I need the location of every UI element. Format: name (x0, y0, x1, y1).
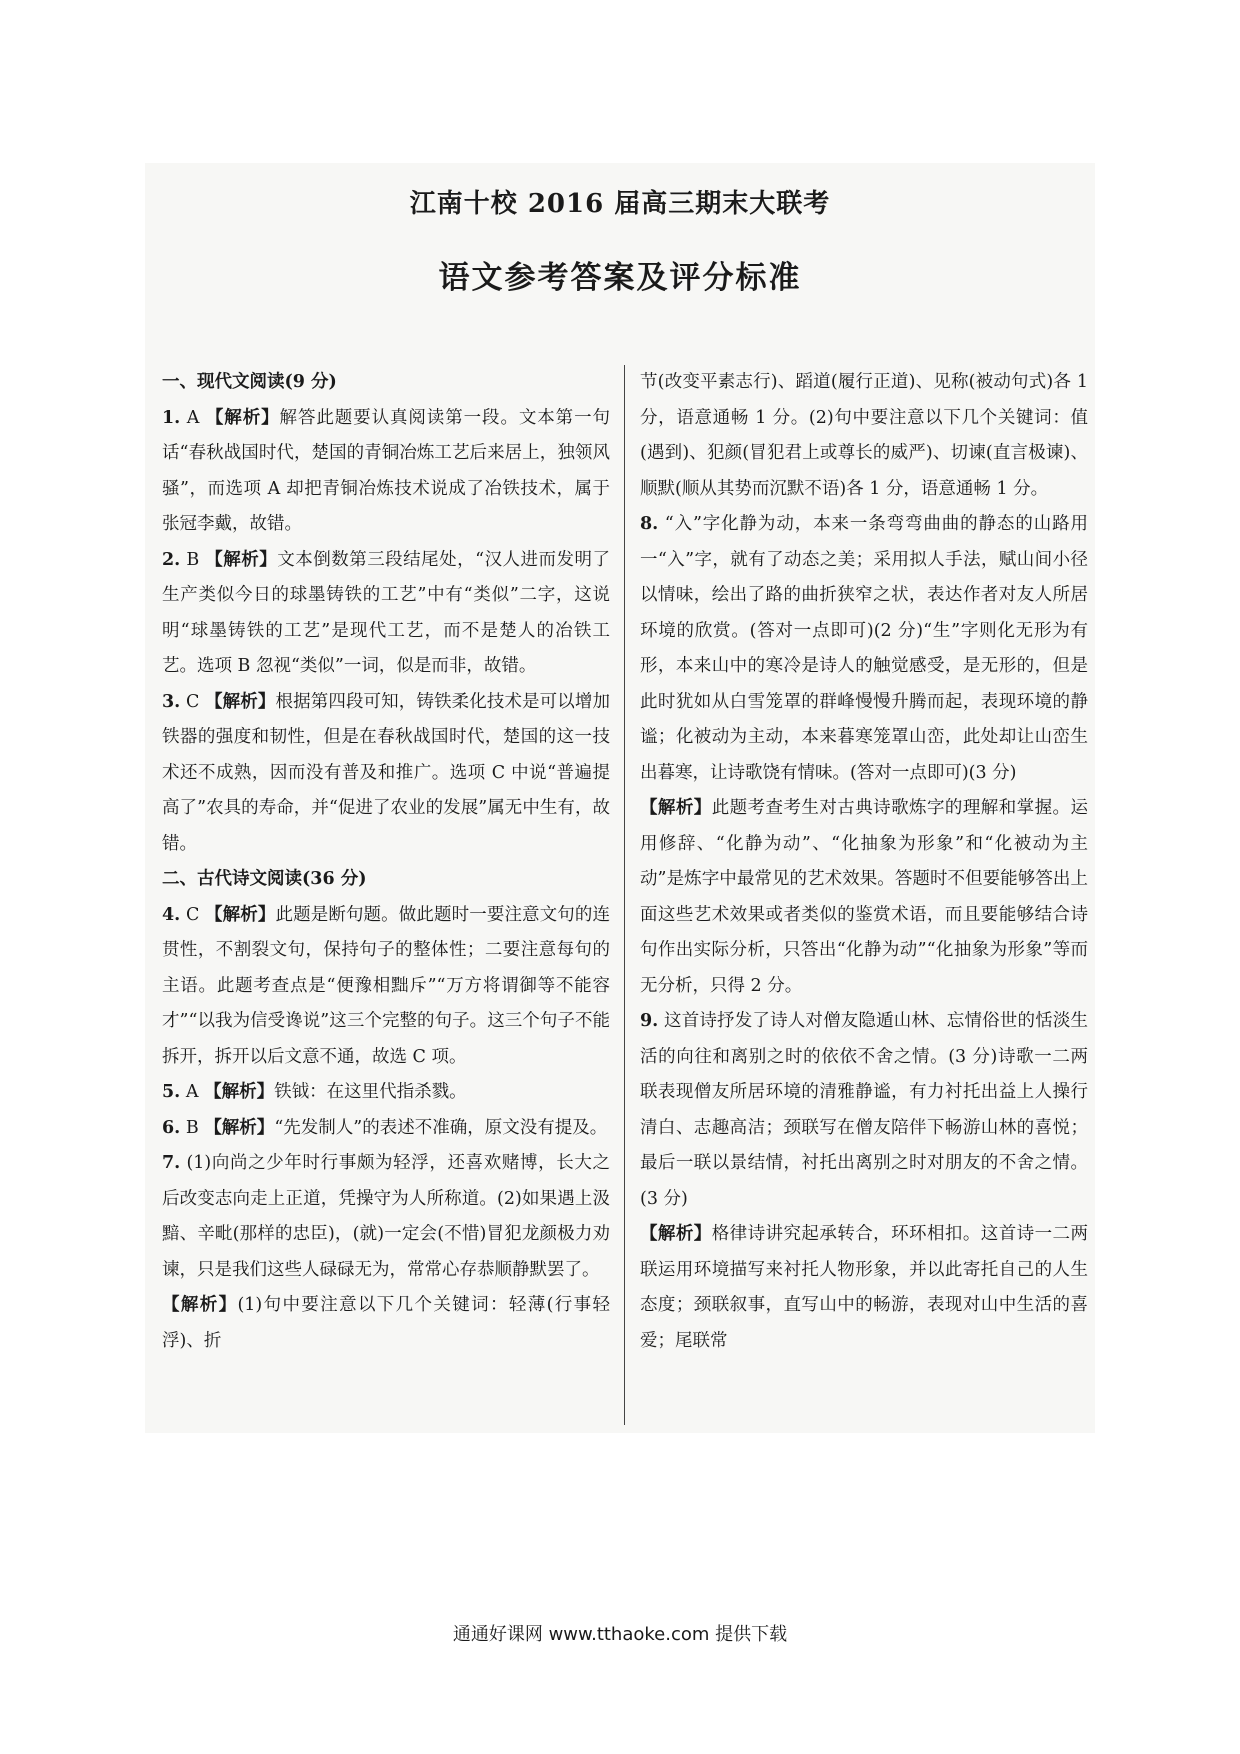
answer-paragraph (162, 685, 610, 863)
question-number: 7. (162, 1153, 181, 1173)
analysis-tag: 【解析】 (205, 691, 276, 712)
document-subtitle: 语文参考答案及评分标准 (438, 260, 802, 296)
paragraph-text: 这首诗抒发了诗人对僧友隐遁山林、忘情俗世的恬淡生活的向往和离别之时的依依不舍之情。(3 分)诗歌一二两联表现僧友所居环境的清雅静谧，有力衬托出益上人操行清白、志趣高洁；颈联写在僧友陪伴下畅游山林的喜悦；最后一联以景结情，衬托出离别之时对朋友的不舍之情。(3 分) (640, 1011, 1088, 1209)
answer-paragraph (640, 365, 1088, 507)
section-heading: 一、现代文阅读(9 分) (162, 372, 337, 392)
question-number: 1. (162, 407, 181, 428)
paragraph-text: 此题是断句题。做此题时一要注意文句的连贯性，不割裂文句，保持句子的整体性；二要注意每句的主语。此题考查点是“便豫相黜斥”“万方将谓御等不能容才”“以我为信受谗说”这三个完整的句子。这三个句子不能拆开，拆开以后文意不通，故选 C 项。 (162, 904, 611, 1067)
analysis-tag: 【解析】 (162, 1295, 238, 1315)
analysis-tag: 【解析】 (640, 798, 712, 818)
answer-choice: A (186, 407, 200, 428)
question-number: 9. (640, 1011, 659, 1031)
left-column (162, 365, 610, 1359)
answer-choice: A (185, 1082, 199, 1102)
question-number: 2. (162, 549, 181, 570)
answer-paragraph (162, 1146, 610, 1288)
paragraph-text: “入”字化静为动，本来一条弯弯曲曲的静态的山路用一“入”字，就有了动态之美；采用拟人手法，赋山间小径以情味，绘出了路的曲折狭窄之状，表达作者对友人所居环境的欣赏。(答对一点即可)(2 分)“生”字则化无形为有形，本来山中的寒冷是诗人的触觉感受，是无形的，但是此时犹如从白雪笼罩的群峰慢慢升腾而起，表现环境的静谧；化被动为主动，本来暮寒笼罩山峦，此处却让山峦生出暮寒，让诗歌饶有情味。(答对一点即可)(3 分) (640, 514, 1088, 783)
paragraph-text: 此题考查考生对古典诗歌炼字的理解和掌握。运用修辞、“化静为动”、“化抽象为形象”和“化被动为主动”是炼字中最常见的艺术效果。答题时不但要能够答出上面这些艺术效果或者类似的鉴赏术语，而且要能够结合诗句作出实际分析，只答出“化静为动”“化抽象为形象”等而无分析，只得 2 分。 (640, 798, 1088, 996)
document-title: 江南十校 2016 届高三期末大联考 (409, 189, 831, 219)
answer-paragraph (162, 1288, 610, 1359)
answer-paragraph (162, 1111, 610, 1147)
answer-choice: C (185, 691, 200, 712)
analysis-tag: 【解析】 (205, 904, 276, 925)
answer-paragraph (640, 791, 1088, 1004)
analysis-tag: 【解析】 (204, 1082, 275, 1102)
right-column (640, 365, 1088, 1359)
answer-choice: B (186, 549, 200, 570)
question-number: 8. (640, 514, 659, 534)
section-heading: 二、古代诗文阅读(36 分) (162, 869, 367, 889)
answer-choice: C (185, 904, 200, 925)
question-number: 5. (162, 1082, 181, 1102)
paragraph-text: 根据第四段可知，铸铁柔化技术是可以增加铁器的强度和韧性，但是在春秋战国时代，楚国的这一技术还不成熟，因而没有普及和推广。选项 C 中说“普遍提高了”农具的寿命，并“促进了农业的发展”属无中生有，故错。 (162, 691, 611, 854)
paragraph-text: (1)向尚之少年时行事颇为轻浮，还喜欢赌博，长大之后改变志向走上正道，凭操守为人所称道。(2)如果遇上汲黯、辛毗(那样的忠臣)，(就)一定会(不惜)冒犯龙颜极力劝谏，只是我们这些人碌碌无为，常常心存恭顺静默罢了。 (162, 1153, 610, 1280)
answer-paragraph (162, 898, 610, 1076)
question-number: 6. (162, 1117, 181, 1138)
question-number: 3. (162, 691, 181, 712)
analysis-tag: 【解析】 (204, 1117, 275, 1138)
answer-paragraph (640, 507, 1088, 791)
footer-credit: 通通好课网 www.tthaoke.com 提供下载 (452, 1624, 788, 1645)
column-divider (624, 365, 625, 1425)
paragraph-text: 解答此题要认真阅读第一段。文本第一句话“春秋战国时代，楚国的青铜冶炼工艺后来居上，独领风骚”，而选项 A 却把青铜冶炼技术说成了冶铁技术，属于张冠李戴，故错。 (162, 407, 610, 534)
paragraph-text: (1)句中要注意以下几个关键词：轻薄(行事轻浮)、折 (162, 1295, 611, 1351)
analysis-tag: 【解析】 (640, 1224, 712, 1244)
paragraph-text: 文本倒数第三段结尾处，“汉人进而发明了生产类似今日的球墨铸铁的工艺”中有“类似”二字，这说明“球墨铸铁的工艺”是现代工艺，而不是楚人的冶铁工艺。选项 B 忽视“类似”一词，似是而非，故错。 (162, 549, 610, 676)
answer-paragraph (162, 543, 610, 685)
answer-paragraph (640, 1217, 1088, 1359)
analysis-tag: 【解析】 (205, 549, 278, 570)
analysis-tag: 【解析】 (205, 407, 280, 428)
question-number: 4. (162, 904, 181, 925)
answer-paragraph (640, 1004, 1088, 1217)
paragraph-text: 节(改变平素志行)、蹈道(履行正道)、见称(被动句式)各 1 分，语意通畅 1 分。(2)句中要注意以下几个关键词：值(遇到)、犯颜(冒犯君上或尊长的威严)、切谏(直言极谏)、顺默(顺从其势而沉默不语)各 1 分，语意通畅 1 分。 (640, 372, 1088, 499)
answer-paragraph (162, 1075, 610, 1111)
answer-paragraph (162, 401, 610, 543)
answer-choice: B (185, 1117, 199, 1138)
paragraph-text: 格律诗讲究起承转合，环环相扣。这首诗一二两联运用环境描写来衬托人物形象，并以此寄托自己的人生态度；颈联叙事，直写山中的畅游，表现对山中生活的喜爱；尾联常 (640, 1224, 1088, 1351)
paragraph-text: 铁钺：在这里代指杀戮。 (274, 1082, 467, 1102)
paragraph-text: “先发制人”的表述不准确，原文没有提及。 (274, 1117, 608, 1138)
